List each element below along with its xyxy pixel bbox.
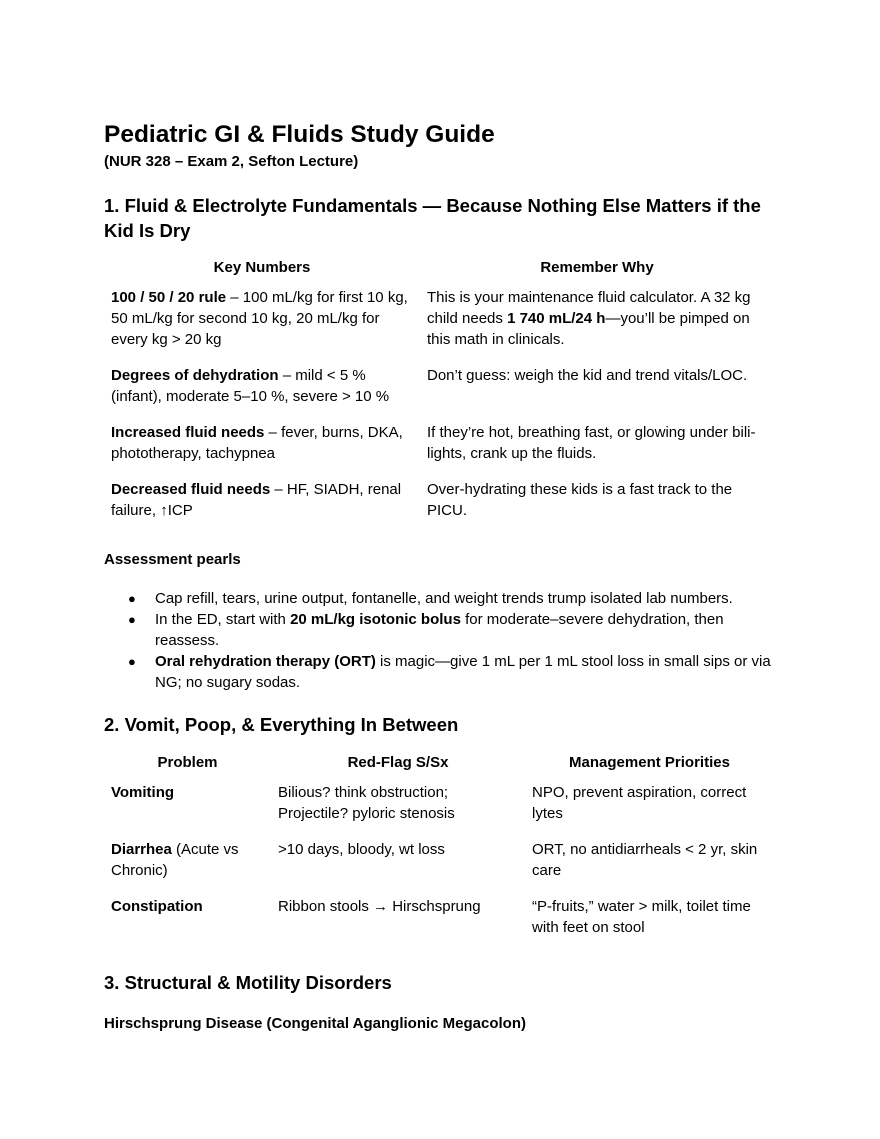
table-row <box>104 422 774 479</box>
section-2-heading: 2. Vomit, Poop, & Everything In Between <box>104 714 459 735</box>
red-flag-cell: >10 days, bloody, wt loss <box>278 841 445 858</box>
document-subtitle: (NUR 328 – Exam 2, Sefton Lecture) <box>104 153 359 170</box>
problem-name: Diarrhea <box>111 841 172 858</box>
management-cell: “P-fruits,” water > milk, toilet time with feet on stool <box>532 898 751 936</box>
pearl-text-end: for moderate–severe dehydration, then reassess. <box>155 611 724 649</box>
pearl-text: In the ED, start with <box>155 611 291 628</box>
key-description: – 100 mL/kg for first 10 kg, 50 mL/kg for second 10 kg, 20 mL/kg for every kg > 20 kg <box>111 289 408 348</box>
management-cell: NPO, prevent aspiration, correct lytes <box>532 784 747 822</box>
problem-name: Vomiting <box>111 784 175 801</box>
table-header-row <box>104 249 774 287</box>
column-header-problem: Problem <box>157 754 218 771</box>
table-row <box>104 839 774 896</box>
assessment-pearls-list <box>104 588 774 693</box>
column-header-remember-why: Remember Why <box>540 259 654 276</box>
key-term: Degrees of dehydration <box>111 367 279 384</box>
problem-cell <box>104 782 271 839</box>
hirschsprung-subheading: Hirschsprung Disease (Congenital Aganglionic Megacolon) <box>104 1015 526 1032</box>
key-numbers-cell <box>104 287 420 365</box>
section-1-heading: 1. Fluid & Electrolyte Fundamentals — Because Nothing Else Matters if the Kid Is Dry <box>104 195 761 241</box>
remember-why-cell <box>420 365 774 422</box>
why-text: This is your maintenance fluid calculator. A 32 kg child needs <box>427 289 751 327</box>
red-flag-cell: Bilious? think obstruction; Projectile? pyloric stenosis <box>278 784 455 822</box>
red-flag-cell: Ribbon stools → Hirschsprung <box>278 898 481 915</box>
key-term: Increased fluid needs <box>111 424 265 441</box>
pearl-emphasis: Oral rehydration therapy (ORT) <box>155 653 376 670</box>
bullet-icon: ● <box>128 654 136 669</box>
pearl-text: Cap refill, tears, urine output, fontanelle, and weight trends trump isolated lab numbers. <box>155 590 733 607</box>
remember-why-cell <box>420 287 774 365</box>
column-header-management: Management Priorities <box>569 754 730 771</box>
table-row <box>104 287 774 365</box>
problem-name: Constipation <box>111 898 203 915</box>
section-3-heading: 3. Structural & Motility Disorders <box>104 972 392 993</box>
problem-qualifier: (Acute vs Chronic) <box>111 841 239 879</box>
document-title: Pediatric GI & Fluids Study Guide <box>104 121 495 148</box>
key-description: – fever, burns, DKA, phototherapy, tachypnea <box>111 424 403 462</box>
bullet-icon: ● <box>128 612 136 627</box>
remember-why-cell <box>420 422 774 479</box>
problem-cell <box>104 839 271 896</box>
key-numbers-cell <box>104 479 420 536</box>
table-row <box>104 782 774 839</box>
key-numbers-cell <box>104 422 420 479</box>
why-text: Over-hydrating these kids is a fast track to the PICU. <box>427 481 733 519</box>
pearl-text-end: is magic—give 1 mL per 1 mL stool loss in small sips or via NG; no sugary sodas. <box>155 653 771 691</box>
key-description: – HF, SIADH, renal failure, ↑ICP <box>111 481 402 519</box>
bullet-icon: ● <box>128 591 136 606</box>
gi-problems-table <box>104 744 774 953</box>
why-text: If they’re hot, breathing fast, or glowing under bili-lights, crank up the fluids. <box>427 424 756 462</box>
list-item <box>104 651 774 693</box>
why-text: Don’t guess: weigh the kid and trend vitals/LOC. <box>427 367 748 384</box>
why-text-end: —you’ll be pimped on this math in clinicals. <box>427 310 750 348</box>
key-term: 100 / 50 / 20 rule <box>111 289 227 306</box>
key-term: Decreased fluid needs <box>111 481 271 498</box>
assessment-pearls-heading: Assessment pearls <box>104 551 241 568</box>
list-item <box>104 609 774 651</box>
key-description: – mild < 5 % (infant), moderate 5–10 %, severe > 10 % <box>111 367 390 405</box>
table-row <box>104 896 774 953</box>
key-numbers-table <box>104 249 774 536</box>
problem-cell <box>104 896 271 953</box>
list-item <box>104 588 774 609</box>
remember-why-cell <box>420 479 774 536</box>
key-numbers-cell <box>104 365 420 422</box>
why-emphasis: 1 740 mL/24 h <box>507 310 606 327</box>
column-header-red-flag: Red-Flag S/Sx <box>347 754 449 771</box>
column-header-key-numbers: Key Numbers <box>213 259 311 276</box>
table-row <box>104 365 774 422</box>
table-row <box>104 479 774 536</box>
management-cell: ORT, no antidiarrheals < 2 yr, skin care <box>532 841 758 879</box>
table-header-row <box>104 744 774 782</box>
pearl-emphasis: 20 mL/kg isotonic bolus <box>290 611 461 628</box>
